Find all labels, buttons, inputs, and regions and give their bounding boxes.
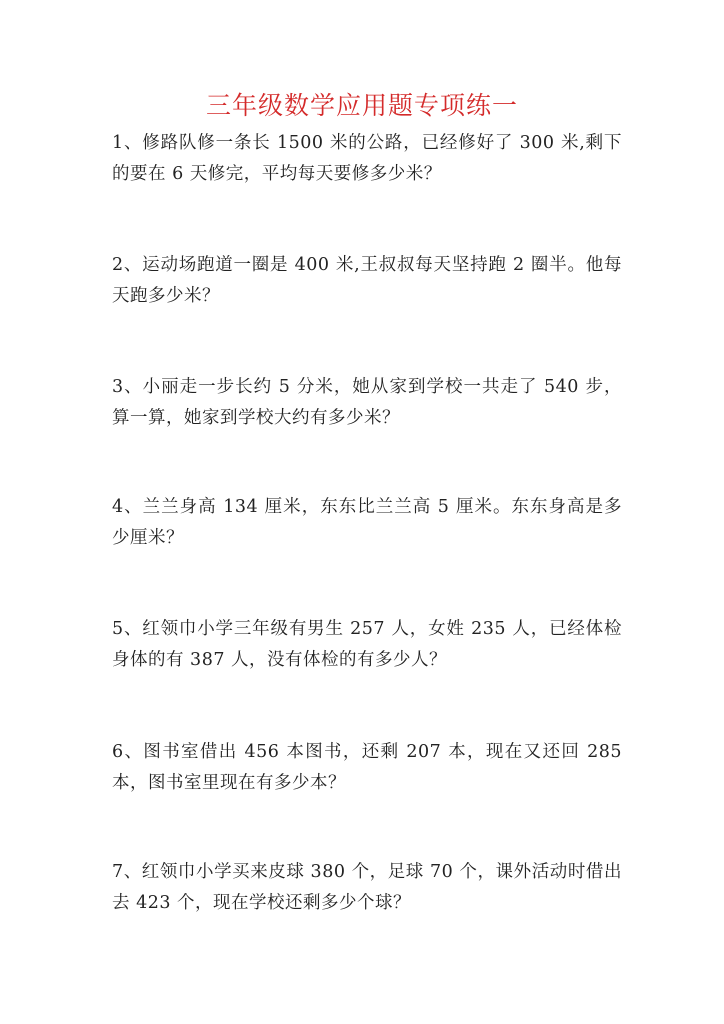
question-2: 2、运动场跑道一圈是 400 米,王叔叔每天坚持跑 2 圈半。他每天跑多少米？: [112, 255, 622, 306]
question-3: 3、小丽走一步长约 5 分米，她从家到学校一共走了 540 步，算一算，她家到学校大约有多少米？: [112, 377, 622, 428]
question-5: 5、红领巾小学三年级有男生 257 人，女姓 235 人，已经体检身体的有 387 人，没有体检的有多少人？: [112, 619, 622, 670]
question-4: 4、兰兰身高 134 厘米，东东比兰兰高 5 厘米。东东身高是多少厘米？: [112, 497, 622, 548]
question-6: 6、图书室借出 456 本图书，还剩 207 本，现在又还回 285 本，图书室里现在有多少本？: [112, 742, 622, 793]
question-7: 7、红领巾小学买来皮球 380 个，足球 70 个，课外活动时借出去 423 个，现在学校还剩多少个球？: [112, 862, 622, 913]
page-title: 三年级数学应用题专项练一: [205, 91, 518, 120]
question-1: 1、修路队修一条长 1500 米的公路，已经修好了 300 米,剩下的要在 6 天修完，平均每天要修多少米？: [112, 133, 622, 184]
